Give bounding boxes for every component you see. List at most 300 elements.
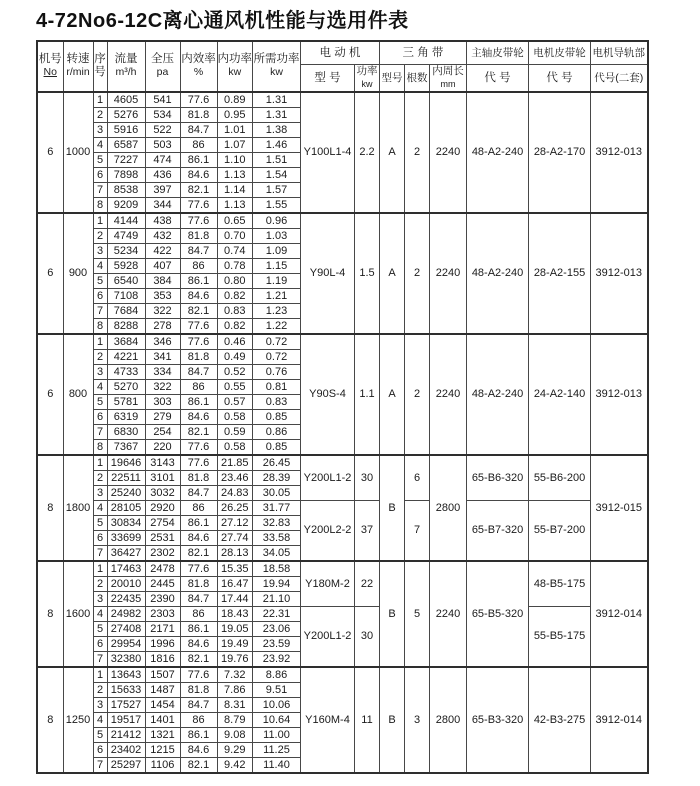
col-header-pressure — [145, 41, 180, 92]
pressure-cell: 1996 — [145, 636, 180, 651]
seq-cell: 5 — [93, 394, 107, 409]
col-header-belt-count: 根数 — [405, 64, 430, 92]
col-header-flow — [107, 41, 145, 92]
flow-unit: m³/h — [115, 66, 137, 79]
motor-power-unit: kw — [361, 78, 373, 89]
speed-cell: 1250 — [63, 667, 93, 773]
flow-cell: 9209 — [107, 197, 145, 213]
col-group-rail: 电机导轨部 — [591, 41, 648, 64]
efficiency-label: 内效率 — [181, 53, 216, 66]
seq-cell: 3 — [93, 122, 107, 137]
required-power-cell: 0.86 — [253, 424, 301, 439]
required-power-cell: 1.46 — [253, 137, 301, 152]
col-group-belt: 三 角 带 — [380, 41, 467, 64]
efficiency-unit: % — [193, 66, 204, 79]
speed-cell: 1600 — [63, 561, 93, 667]
internal-power-cell: 0.65 — [217, 213, 253, 229]
efficiency-cell: 81.8 — [180, 349, 217, 364]
flow-cell: 4749 — [107, 228, 145, 243]
flow-cell: 4221 — [107, 349, 145, 364]
efficiency-cell: 86 — [180, 379, 217, 394]
motor-model-cell: Y200L1-2 — [301, 606, 355, 667]
belt-count-cell: 2 — [405, 334, 430, 455]
required-power-cell: 23.92 — [253, 651, 301, 667]
pressure-cell: 353 — [145, 288, 180, 303]
motor-model-cell: Y90L-4 — [301, 213, 355, 334]
motor-power-cell: 1.1 — [355, 334, 380, 455]
pressure-cell: 1215 — [145, 742, 180, 757]
internal-power-label: 内功率 — [217, 53, 252, 66]
efficiency-cell: 84.6 — [180, 636, 217, 651]
efficiency-cell: 82.1 — [180, 651, 217, 667]
col-header-motor-pulley-code: 代 号 — [529, 64, 591, 92]
belt-count-cell: 7 — [405, 500, 430, 561]
speed-unit: r/min — [66, 66, 90, 79]
efficiency-cell: 86.1 — [180, 621, 217, 636]
efficiency-cell: 84.7 — [180, 697, 217, 712]
motor-pulley-code-cell: 55-B5-175 — [529, 606, 591, 667]
belt-model-cell: B — [380, 561, 405, 667]
pressure-cell: 522 — [145, 122, 180, 137]
speed-block — [37, 92, 648, 213]
internal-power-cell: 1.01 — [217, 122, 253, 137]
required-power-cell: 1.55 — [253, 197, 301, 213]
pressure-cell: 344 — [145, 197, 180, 213]
table-row — [37, 334, 648, 350]
internal-power-cell: 0.89 — [217, 92, 253, 108]
belt-model-cell: B — [380, 455, 405, 561]
internal-power-cell: 9.08 — [217, 727, 253, 742]
speed-block — [37, 213, 648, 334]
required-power-cell: 0.85 — [253, 409, 301, 424]
internal-power-cell: 9.29 — [217, 742, 253, 757]
pressure-label: 全压 — [151, 53, 174, 66]
internal-power-cell: 0.46 — [217, 334, 253, 350]
seq-cell: 5 — [93, 621, 107, 636]
motor-power-cell: 1.5 — [355, 213, 380, 334]
flow-cell: 19517 — [107, 712, 145, 727]
speed-block — [37, 334, 648, 455]
seq-cell: 2 — [93, 349, 107, 364]
pressure-cell: 384 — [145, 273, 180, 288]
flow-cell: 28105 — [107, 500, 145, 515]
col-header-seq — [93, 41, 107, 92]
belt-length-cell: 2240 — [430, 92, 467, 213]
flow-cell: 17527 — [107, 697, 145, 712]
required-power-cell: 1.38 — [253, 122, 301, 137]
seq-cell: 5 — [93, 727, 107, 742]
pressure-cell: 503 — [145, 137, 180, 152]
required-power-cell: 0.96 — [253, 213, 301, 229]
seq-cell: 1 — [93, 334, 107, 350]
internal-power-cell: 1.10 — [217, 152, 253, 167]
internal-power-cell: 19.49 — [217, 636, 253, 651]
flow-cell: 7227 — [107, 152, 145, 167]
internal-power-cell: 16.47 — [217, 576, 253, 591]
flow-cell: 33699 — [107, 530, 145, 545]
internal-power-cell: 26.25 — [217, 500, 253, 515]
flow-cell: 29954 — [107, 636, 145, 651]
flow-cell: 5916 — [107, 122, 145, 137]
col-header-rail-code: 代号(二套) — [591, 64, 648, 92]
seq-cell: 3 — [93, 697, 107, 712]
required-power-cell: 32.83 — [253, 515, 301, 530]
flow-cell: 7684 — [107, 303, 145, 318]
motor-power-label: 功率 — [356, 64, 378, 77]
machine-no-cell: 8 — [37, 561, 63, 667]
internal-power-cell: 9.42 — [217, 757, 253, 773]
pressure-cell: 3143 — [145, 455, 180, 471]
efficiency-cell: 86.1 — [180, 273, 217, 288]
internal-power-cell: 0.58 — [217, 409, 253, 424]
pressure-cell: 1487 — [145, 682, 180, 697]
seq-cell: 1 — [93, 561, 107, 577]
efficiency-cell: 81.8 — [180, 470, 217, 485]
efficiency-cell: 77.6 — [180, 561, 217, 577]
required-power-cell: 21.10 — [253, 591, 301, 606]
internal-power-unit: kw — [228, 66, 242, 79]
internal-power-cell: 1.13 — [217, 197, 253, 213]
efficiency-cell: 77.6 — [180, 197, 217, 213]
internal-power-cell: 0.83 — [217, 303, 253, 318]
internal-power-cell: 0.95 — [217, 107, 253, 122]
required-power-cell: 1.57 — [253, 182, 301, 197]
internal-power-cell: 19.05 — [217, 621, 253, 636]
flow-cell: 4605 — [107, 92, 145, 108]
flow-cell: 20010 — [107, 576, 145, 591]
efficiency-cell: 81.8 — [180, 576, 217, 591]
seq-cell: 3 — [93, 485, 107, 500]
required-power-cell: 10.06 — [253, 697, 301, 712]
pressure-cell: 1321 — [145, 727, 180, 742]
col-header-internal-power — [217, 41, 253, 92]
internal-power-cell: 19.76 — [217, 651, 253, 667]
flow-cell: 23402 — [107, 742, 145, 757]
pressure-cell: 397 — [145, 182, 180, 197]
pressure-cell: 1454 — [145, 697, 180, 712]
pressure-cell: 438 — [145, 213, 180, 229]
required-power-cell: 0.72 — [253, 334, 301, 350]
seq-cell: 4 — [93, 606, 107, 621]
speed-block — [37, 455, 648, 561]
flow-cell: 7367 — [107, 439, 145, 455]
pressure-cell: 474 — [145, 152, 180, 167]
machine-no-cell: 6 — [37, 213, 63, 334]
internal-power-cell: 7.32 — [217, 667, 253, 683]
required-power-cell: 1.54 — [253, 167, 301, 182]
col-group-motor: 电 动 机 — [301, 41, 380, 64]
flow-cell: 5781 — [107, 394, 145, 409]
internal-power-cell: 0.58 — [217, 439, 253, 455]
required-power-cell: 8.86 — [253, 667, 301, 683]
seq-cell: 8 — [93, 318, 107, 334]
spindle-pulley-code-cell: 65-B5-320 — [467, 561, 529, 667]
motor-model-cell: Y100L1-4 — [301, 92, 355, 213]
required-power-cell: 31.77 — [253, 500, 301, 515]
efficiency-cell: 77.6 — [180, 667, 217, 683]
efficiency-cell: 84.6 — [180, 742, 217, 757]
efficiency-cell: 82.1 — [180, 182, 217, 197]
motor-power-cell: 22 — [355, 561, 380, 607]
flow-cell: 5276 — [107, 107, 145, 122]
motor-power-cell: 37 — [355, 500, 380, 561]
seq-cell: 8 — [93, 197, 107, 213]
seq-cell: 1 — [93, 213, 107, 229]
efficiency-cell: 86 — [180, 258, 217, 273]
motor-pulley-code-cell: 42-B3-275 — [529, 667, 591, 773]
flow-cell: 6319 — [107, 409, 145, 424]
required-power-cell: 1.09 — [253, 243, 301, 258]
page-title: 4-72No6-12C离心通风机性能与选用件表 — [36, 10, 409, 32]
belt-length-cell: 2800 — [430, 667, 467, 773]
col-header-efficiency — [180, 41, 217, 92]
required-power-cell: 1.23 — [253, 303, 301, 318]
flow-cell: 7108 — [107, 288, 145, 303]
required-power-cell: 0.81 — [253, 379, 301, 394]
required-power-cell: 9.51 — [253, 682, 301, 697]
efficiency-cell: 81.8 — [180, 107, 217, 122]
flow-cell: 7898 — [107, 167, 145, 182]
efficiency-cell: 77.6 — [180, 92, 217, 108]
motor-power-cell: 30 — [355, 455, 380, 501]
seq-cell: 2 — [93, 470, 107, 485]
seq-cell: 6 — [93, 409, 107, 424]
motor-model-cell: Y180M-2 — [301, 561, 355, 607]
required-power-cell: 26.45 — [253, 455, 301, 471]
efficiency-cell: 84.7 — [180, 364, 217, 379]
pressure-cell: 432 — [145, 228, 180, 243]
required-power-cell: 1.22 — [253, 318, 301, 334]
motor-pulley-code-cell: 28-A2-170 — [529, 92, 591, 213]
efficiency-cell: 86 — [180, 500, 217, 515]
speed-label: 转速 — [66, 53, 90, 66]
seq-cell: 7 — [93, 303, 107, 318]
internal-power-cell: 23.46 — [217, 470, 253, 485]
rail-code-cell: 3912-013 — [591, 334, 648, 455]
spindle-pulley-code-cell: 65-B6-320 — [467, 455, 529, 501]
seq-cell: 2 — [93, 228, 107, 243]
spindle-pulley-code-cell: 65-B3-320 — [467, 667, 529, 773]
required-power-cell: 0.76 — [253, 364, 301, 379]
efficiency-cell: 82.1 — [180, 303, 217, 318]
seq-cell: 5 — [93, 152, 107, 167]
pressure-cell: 2531 — [145, 530, 180, 545]
pressure-cell: 534 — [145, 107, 180, 122]
belt-length-cell: 2240 — [430, 213, 467, 334]
seq-cell: 8 — [93, 439, 107, 455]
required-power-cell: 1.21 — [253, 288, 301, 303]
efficiency-cell: 84.7 — [180, 122, 217, 137]
pressure-cell: 2478 — [145, 561, 180, 577]
table-header — [37, 41, 648, 92]
seq-cell: 4 — [93, 379, 107, 394]
pressure-cell: 220 — [145, 439, 180, 455]
required-power-cell: 30.05 — [253, 485, 301, 500]
efficiency-cell: 86.1 — [180, 394, 217, 409]
pressure-cell: 278 — [145, 318, 180, 334]
table-row — [37, 561, 648, 577]
efficiency-cell: 82.1 — [180, 545, 217, 561]
required-power-cell: 33.58 — [253, 530, 301, 545]
spindle-pulley-code-cell: 48-A2-240 — [467, 334, 529, 455]
motor-power-cell: 11 — [355, 667, 380, 773]
seq-cell: 4 — [93, 258, 107, 273]
seq-cell: 7 — [93, 651, 107, 667]
efficiency-cell: 84.6 — [180, 530, 217, 545]
machine-no-cell: 8 — [37, 455, 63, 561]
required-power-cell: 1.19 — [253, 273, 301, 288]
col-header-motor-model: 型 号 — [301, 64, 355, 92]
flow-cell: 6830 — [107, 424, 145, 439]
efficiency-cell: 77.6 — [180, 455, 217, 471]
pressure-cell: 422 — [145, 243, 180, 258]
seq-cell: 2 — [93, 576, 107, 591]
flow-cell: 27408 — [107, 621, 145, 636]
efficiency-cell: 84.6 — [180, 288, 217, 303]
flow-cell: 5234 — [107, 243, 145, 258]
flow-cell: 25240 — [107, 485, 145, 500]
internal-power-cell: 0.78 — [217, 258, 253, 273]
flow-cell: 36427 — [107, 545, 145, 561]
belt-model-cell: A — [380, 334, 405, 455]
seq-cell: 4 — [93, 500, 107, 515]
required-power-cell: 0.83 — [253, 394, 301, 409]
belt-model-cell: A — [380, 213, 405, 334]
rail-code-cell: 3912-013 — [591, 92, 648, 213]
belt-model-cell: A — [380, 92, 405, 213]
speed-block — [37, 667, 648, 773]
pressure-cell: 541 — [145, 92, 180, 108]
flow-cell: 5270 — [107, 379, 145, 394]
motor-power-cell: 30 — [355, 606, 380, 667]
required-power-unit: kw — [270, 66, 283, 79]
spindle-pulley-code-cell: 65-B7-320 — [467, 500, 529, 561]
pressure-cell: 2754 — [145, 515, 180, 530]
pressure-cell: 2390 — [145, 591, 180, 606]
spindle-pulley-code-cell: 48-A2-240 — [467, 92, 529, 213]
required-power-cell: 18.58 — [253, 561, 301, 577]
efficiency-cell: 84.6 — [180, 409, 217, 424]
internal-power-cell: 0.59 — [217, 424, 253, 439]
pressure-cell: 407 — [145, 258, 180, 273]
internal-power-cell: 0.49 — [217, 349, 253, 364]
seq-cell: 2 — [93, 682, 107, 697]
pressure-cell: 341 — [145, 349, 180, 364]
pressure-cell: 3032 — [145, 485, 180, 500]
belt-length-cell: 2240 — [430, 334, 467, 455]
seq-cell: 3 — [93, 364, 107, 379]
table-row — [37, 213, 648, 229]
efficiency-cell: 86 — [180, 712, 217, 727]
seq-cell: 4 — [93, 712, 107, 727]
belt-length-label: 内周长 — [432, 64, 464, 77]
pressure-cell: 1507 — [145, 667, 180, 683]
belt-count-cell: 6 — [405, 455, 430, 501]
required-power-cell: 28.39 — [253, 470, 301, 485]
belt-model-cell: B — [380, 667, 405, 773]
required-power-cell: 23.59 — [253, 636, 301, 651]
pressure-cell: 2445 — [145, 576, 180, 591]
required-power-cell: 19.94 — [253, 576, 301, 591]
efficiency-cell: 81.8 — [180, 682, 217, 697]
seq-cell: 4 — [93, 137, 107, 152]
efficiency-cell: 84.7 — [180, 591, 217, 606]
internal-power-cell: 18.43 — [217, 606, 253, 621]
rail-code-cell: 3912-014 — [591, 561, 648, 667]
pressure-cell: 3101 — [145, 470, 180, 485]
internal-power-cell: 17.44 — [217, 591, 253, 606]
efficiency-cell: 82.1 — [180, 424, 217, 439]
belt-count-cell: 2 — [405, 92, 430, 213]
belt-count-cell: 2 — [405, 213, 430, 334]
flow-cell: 4144 — [107, 213, 145, 229]
internal-power-cell: 8.79 — [217, 712, 253, 727]
seq-cell: 1 — [93, 455, 107, 471]
required-power-cell: 1.03 — [253, 228, 301, 243]
fan-performance-table — [36, 40, 649, 774]
col-group-motor-pulley: 电机皮带轮 — [529, 41, 591, 64]
motor-power-cell: 2.2 — [355, 92, 380, 213]
required-power-cell: 11.40 — [253, 757, 301, 773]
internal-power-cell: 27.12 — [217, 515, 253, 530]
seq-cell: 6 — [93, 530, 107, 545]
internal-power-cell: 0.82 — [217, 288, 253, 303]
internal-power-cell: 0.57 — [217, 394, 253, 409]
required-power-cell: 0.85 — [253, 439, 301, 455]
pressure-cell: 303 — [145, 394, 180, 409]
seq-cell: 7 — [93, 424, 107, 439]
pressure-cell: 322 — [145, 303, 180, 318]
rail-code-cell: 3912-013 — [591, 213, 648, 334]
belt-count-cell: 5 — [405, 561, 430, 667]
required-power-cell: 0.72 — [253, 349, 301, 364]
internal-power-cell: 27.74 — [217, 530, 253, 545]
efficiency-cell: 84.7 — [180, 485, 217, 500]
pressure-cell: 2302 — [145, 545, 180, 561]
col-header-speed — [63, 41, 93, 92]
required-power-cell: 1.15 — [253, 258, 301, 273]
seq-cell: 5 — [93, 515, 107, 530]
required-power-cell: 34.05 — [253, 545, 301, 561]
pressure-cell: 436 — [145, 167, 180, 182]
efficiency-cell: 86.1 — [180, 515, 217, 530]
machine-no-cell: 6 — [37, 92, 63, 213]
seq-cell: 7 — [93, 545, 107, 561]
required-power-cell: 23.06 — [253, 621, 301, 636]
pressure-cell: 254 — [145, 424, 180, 439]
pressure-cell: 346 — [145, 334, 180, 350]
flow-cell: 19646 — [107, 455, 145, 471]
flow-cell: 24982 — [107, 606, 145, 621]
col-header-motor-power — [355, 64, 380, 92]
flow-cell: 17463 — [107, 561, 145, 577]
efficiency-cell: 86 — [180, 606, 217, 621]
internal-power-cell: 0.82 — [217, 318, 253, 334]
flow-cell: 6540 — [107, 273, 145, 288]
flow-cell: 15633 — [107, 682, 145, 697]
pressure-cell: 322 — [145, 379, 180, 394]
col-header-belt-model: 型号 — [380, 64, 405, 92]
motor-pulley-code-cell: 28-A2-155 — [529, 213, 591, 334]
motor-pulley-code-cell: 48-B5-175 — [529, 561, 591, 607]
motor-model-cell: Y160M-4 — [301, 667, 355, 773]
flow-cell: 4733 — [107, 364, 145, 379]
motor-model-cell: Y90S-4 — [301, 334, 355, 455]
speed-cell: 1800 — [63, 455, 93, 561]
flow-cell: 3684 — [107, 334, 145, 350]
seq-cell: 1 — [93, 667, 107, 683]
motor-model-cell: Y200L2-2 — [301, 500, 355, 561]
